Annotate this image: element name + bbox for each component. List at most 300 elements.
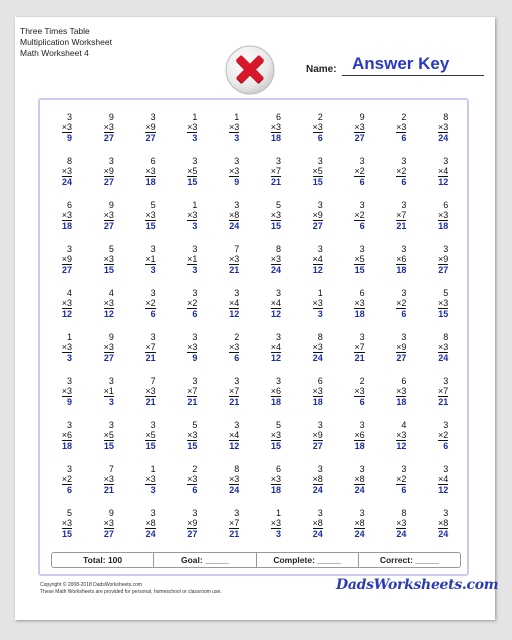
- problem-top: 3: [108, 376, 114, 386]
- problem-answer: 18: [271, 397, 282, 407]
- problem-multiplier: ×4: [270, 298, 282, 308]
- problem: [380, 376, 422, 420]
- problem-answer: 18: [145, 177, 156, 187]
- problem: [46, 112, 88, 156]
- problem-stack: [145, 508, 155, 540]
- problem-stack: [104, 288, 114, 320]
- problem: [339, 112, 381, 156]
- problem-stack: [313, 464, 323, 496]
- problem-top: 9: [108, 200, 114, 210]
- problem: [422, 464, 464, 508]
- problem-stack: [438, 420, 448, 452]
- problem-stack: [354, 156, 364, 188]
- problem-stack: [187, 288, 197, 320]
- problem-answer: 9: [67, 133, 73, 143]
- problem-answer: 21: [354, 353, 365, 363]
- problem-answer: 12: [271, 309, 282, 319]
- problem-top: 3: [443, 464, 449, 474]
- problem-top: 3: [443, 376, 449, 386]
- problem-stack: [438, 376, 448, 408]
- problem-top: 3: [150, 420, 156, 430]
- problem-answer: 24: [229, 221, 240, 231]
- problem-stack: [229, 156, 239, 188]
- problem: [46, 376, 88, 420]
- problem-stack: [104, 376, 114, 408]
- problem-multiplier: ×3: [312, 342, 323, 352]
- problem: [88, 508, 130, 552]
- problem: [422, 288, 464, 332]
- problem: [213, 464, 255, 508]
- problem-stack: [145, 112, 155, 144]
- problem-top: 3: [234, 376, 240, 386]
- problem-top: 3: [108, 420, 114, 430]
- title-line-2: Multiplication Worksheet: [20, 37, 112, 47]
- problem-answer: 12: [229, 309, 240, 319]
- problem-answer: 21: [145, 353, 156, 363]
- problem-multiplier: ×3: [228, 166, 240, 176]
- problem-multiplier: ×3: [103, 298, 114, 308]
- problem-stack: [271, 376, 281, 408]
- problem-top: 3: [67, 464, 73, 474]
- problem-top: 2: [234, 332, 240, 342]
- problem-multiplier: ×3: [396, 430, 407, 440]
- problem: [422, 200, 464, 244]
- problem-stack: [438, 112, 448, 144]
- problem-top: 3: [359, 420, 365, 430]
- problem-stack: [62, 420, 72, 452]
- problem-answer: 12: [103, 309, 114, 319]
- problem-top: 6: [443, 200, 449, 210]
- problem-top: 3: [276, 376, 282, 386]
- problem-answer: 21: [438, 397, 449, 407]
- problem-multiplier: ×2: [396, 166, 407, 176]
- problem-multiplier: ×7: [354, 342, 365, 352]
- problem-multiplier: ×3: [354, 386, 365, 396]
- total-count: Total: 100: [52, 553, 154, 567]
- problem-answer: 12: [312, 265, 323, 275]
- problem-stack: [229, 112, 239, 144]
- problem-multiplier: ×3: [270, 518, 282, 528]
- problem-multiplier: ×9: [312, 430, 323, 440]
- problem: [380, 464, 422, 508]
- problem: [339, 200, 381, 244]
- problem-stack: [396, 156, 406, 188]
- problem-top: 6: [401, 376, 407, 386]
- problem-top: 4: [401, 420, 407, 430]
- problem-stack: [271, 508, 281, 540]
- problem: [88, 112, 130, 156]
- problem: [422, 332, 464, 376]
- problem: [130, 420, 172, 464]
- problem-top: 3: [67, 376, 73, 386]
- problem-top: 6: [276, 464, 282, 474]
- problem-multiplier: ×3: [437, 122, 449, 132]
- problem-answer: 6: [317, 133, 323, 143]
- problem-multiplier: ×3: [312, 298, 323, 308]
- problem-answer: 15: [354, 265, 365, 275]
- problem-multiplier: ×8: [228, 210, 240, 220]
- problem-stack: [145, 332, 155, 364]
- problem: [255, 508, 297, 552]
- problem-stack: [229, 200, 239, 232]
- problem-multiplier: ×3: [396, 122, 407, 132]
- problem: [339, 464, 381, 508]
- problem: [339, 420, 381, 464]
- problem: [88, 244, 130, 288]
- title-line-3: Math Worksheet 4: [20, 48, 89, 58]
- problem: [171, 156, 213, 200]
- problem-answer: 15: [145, 441, 156, 451]
- problem-answer: 21: [229, 265, 240, 275]
- problem: [130, 200, 172, 244]
- problem-answer: 6: [234, 353, 240, 363]
- problem-multiplier: ×3: [270, 254, 282, 264]
- problem: [339, 244, 381, 288]
- problem-multiplier: ×3: [270, 210, 282, 220]
- problem-multiplier: ×3: [437, 298, 449, 308]
- problem: [213, 112, 255, 156]
- name-underline: [342, 75, 484, 76]
- problem-multiplier: ×2: [396, 298, 407, 308]
- problem-stack: [145, 420, 155, 452]
- problem-answer: 3: [317, 309, 323, 319]
- problem-top: 3: [192, 244, 198, 254]
- problem-multiplier: ×2: [396, 474, 407, 484]
- problem-multiplier: ×3: [103, 342, 114, 352]
- goal-field: Goal: _____: [154, 553, 256, 567]
- problem-multiplier: ×3: [61, 122, 73, 132]
- problem-answer: 3: [192, 221, 198, 231]
- problem-stack: [229, 508, 239, 540]
- problem-stack: [354, 420, 364, 452]
- problem: [46, 200, 88, 244]
- problem-top: 3: [359, 244, 365, 254]
- problem-stack: [313, 376, 323, 408]
- problem-stack: [354, 376, 364, 408]
- problem-multiplier: ×7: [187, 386, 198, 396]
- problem-multiplier: ×3: [61, 166, 73, 176]
- problem-stack: [313, 508, 323, 540]
- problem-answer: 6: [192, 309, 198, 319]
- problem-answer: 21: [187, 397, 198, 407]
- problem-answer: 24: [438, 133, 449, 143]
- problem-multiplier: ×3: [228, 122, 240, 132]
- problem-multiplier: ×3: [437, 210, 449, 220]
- problem-top: 7: [234, 244, 240, 254]
- problem-stack: [187, 200, 197, 232]
- problem: [255, 244, 297, 288]
- problem-answer: 24: [145, 529, 156, 539]
- problem-multiplier: ×7: [270, 166, 282, 176]
- problem-multiplier: ×3: [61, 210, 73, 220]
- problem-answer: 18: [354, 309, 365, 319]
- problem-multiplier: ×8: [437, 518, 449, 528]
- problem-answer: 9: [192, 353, 198, 363]
- problem-top: 4: [108, 288, 114, 298]
- name-label: Name:: [306, 64, 337, 75]
- problem-stack: [396, 200, 406, 232]
- problem-stack: [187, 156, 197, 188]
- problem-stack: [187, 332, 197, 364]
- problem: [88, 200, 130, 244]
- problem: [213, 244, 255, 288]
- problem-stack: [396, 244, 406, 276]
- problem-multiplier: ×3: [354, 122, 365, 132]
- problem-answer: 21: [103, 485, 114, 495]
- problem-stack: [145, 200, 155, 232]
- problem-answer: 24: [312, 353, 323, 363]
- problem-answer: 18: [62, 441, 73, 451]
- problem-top: 3: [67, 244, 73, 254]
- problem: [297, 200, 339, 244]
- problem-multiplier: ×8: [312, 474, 323, 484]
- problem-answer: 3: [150, 265, 156, 275]
- problem-answer: 6: [401, 485, 407, 495]
- problem-top: 2: [317, 112, 323, 122]
- problem-stack: [145, 244, 155, 276]
- problem-top: 5: [150, 200, 156, 210]
- problem-stack: [396, 112, 406, 144]
- problem-stack: [62, 156, 72, 188]
- problem-multiplier: ×9: [103, 166, 114, 176]
- problem-stack: [396, 376, 406, 408]
- problem-multiplier: ×3: [312, 386, 323, 396]
- problem-multiplier: ×5: [187, 166, 198, 176]
- problem-answer: 3: [234, 133, 240, 143]
- problem-answer: 24: [396, 529, 407, 539]
- problem-multiplier: ×7: [228, 518, 240, 528]
- problem-stack: [187, 376, 197, 408]
- problem-top: 3: [276, 332, 282, 342]
- problem-multiplier: ×2: [61, 474, 73, 484]
- problem-stack: [62, 332, 72, 364]
- problem-top: 3: [359, 156, 365, 166]
- problem: [422, 112, 464, 156]
- problem-multiplier: ×3: [61, 298, 73, 308]
- problem-multiplier: ×6: [61, 430, 73, 440]
- problem-row: [46, 420, 464, 464]
- problem-answer: 18: [312, 397, 323, 407]
- problem: [171, 332, 213, 376]
- problem-answer: 21: [229, 529, 240, 539]
- problem-answer: 27: [145, 133, 156, 143]
- problem: [255, 464, 297, 508]
- problem-multiplier: ×5: [312, 166, 323, 176]
- problem-stack: [271, 156, 281, 188]
- problem: [171, 288, 213, 332]
- problem-stack: [354, 332, 364, 364]
- problem-top: 8: [443, 332, 449, 342]
- problem-multiplier: ×3: [103, 122, 114, 132]
- problem-multiplier: ×1: [103, 386, 114, 396]
- problem: [213, 288, 255, 332]
- problem-top: 3: [359, 508, 365, 518]
- problem-top: 3: [234, 156, 240, 166]
- problem-top: 3: [192, 332, 198, 342]
- problem-multiplier: ×6: [396, 254, 407, 264]
- problem: [380, 508, 422, 552]
- problem: [297, 464, 339, 508]
- problem-answer: 24: [354, 485, 365, 495]
- problem-multiplier: ×3: [145, 474, 156, 484]
- problem-answer: 15: [271, 441, 282, 451]
- name-field: [306, 54, 486, 78]
- problem: [255, 420, 297, 464]
- problem-multiplier: ×9: [61, 254, 73, 264]
- problem: [130, 244, 172, 288]
- score-bar: [51, 552, 461, 568]
- problem: [171, 112, 213, 156]
- problem-top: 8: [276, 244, 282, 254]
- problem-stack: [62, 288, 72, 320]
- problem: [171, 464, 213, 508]
- problem: [422, 244, 464, 288]
- problem-top: 3: [192, 376, 198, 386]
- problem-stack: [229, 420, 239, 452]
- problem-top: 3: [234, 508, 240, 518]
- problem-answer: 12: [229, 441, 240, 451]
- problem-stack: [104, 156, 114, 188]
- problem-answer: 24: [438, 529, 449, 539]
- problem-stack: [62, 112, 72, 144]
- problem-stack: [104, 112, 114, 144]
- problem-answer: 12: [271, 353, 282, 363]
- dadsworksheets-logo: DadsWorksheets.com: [336, 577, 499, 593]
- problem: [171, 508, 213, 552]
- problem-top: 3: [192, 288, 198, 298]
- problem-top: 3: [317, 420, 323, 430]
- problem-stack: [271, 244, 281, 276]
- problem-stack: [354, 112, 364, 144]
- problem-row: [46, 200, 464, 244]
- problem: [171, 244, 213, 288]
- problem-top: 1: [276, 508, 282, 518]
- problem-multiplier: ×8: [312, 518, 323, 528]
- problem-top: 6: [359, 288, 365, 298]
- problem-stack: [438, 332, 448, 364]
- problem-answer: 18: [354, 441, 365, 451]
- problem-top: 3: [359, 200, 365, 210]
- problem-top: 3: [317, 508, 323, 518]
- problem-stack: [104, 464, 114, 496]
- problem-stack: [313, 420, 323, 452]
- problem-top: 1: [67, 332, 73, 342]
- problem-answer: 9: [234, 177, 240, 187]
- problem-top: 3: [150, 508, 156, 518]
- problem: [339, 332, 381, 376]
- problem-multiplier: ×3: [228, 342, 240, 352]
- problem-answer: 18: [396, 397, 407, 407]
- problem-answer: 24: [62, 177, 73, 187]
- problem-row: [46, 112, 464, 156]
- problem-multiplier: ×3: [396, 386, 407, 396]
- problem: [46, 464, 88, 508]
- problem: [130, 156, 172, 200]
- problem-top: 3: [401, 200, 407, 210]
- problem-row: [46, 288, 464, 332]
- problem-answer: 15: [103, 265, 114, 275]
- problem-top: 3: [276, 288, 282, 298]
- problem-top: 8: [401, 508, 407, 518]
- problem-top: 1: [234, 112, 240, 122]
- problem-multiplier: ×3: [187, 342, 198, 352]
- problem-stack: [396, 288, 406, 320]
- problem-top: 6: [150, 156, 156, 166]
- problem: [88, 420, 130, 464]
- problem-multiplier: ×7: [145, 342, 156, 352]
- problem-multiplier: ×7: [396, 210, 407, 220]
- problem-answer: 21: [145, 397, 156, 407]
- problem: [339, 156, 381, 200]
- problem: [339, 288, 381, 332]
- problem-answer: 27: [103, 133, 114, 143]
- problem-multiplier: ×5: [354, 254, 365, 264]
- problem: [130, 332, 172, 376]
- problem-answer: 15: [187, 441, 198, 451]
- problem-answer: 27: [438, 265, 449, 275]
- problem-top: 3: [443, 420, 449, 430]
- problem-answer: 27: [354, 133, 365, 143]
- problem: [422, 156, 464, 200]
- problem-stack: [229, 376, 239, 408]
- problem-answer: 3: [108, 397, 114, 407]
- problem: [339, 508, 381, 552]
- problem-top: 3: [401, 156, 407, 166]
- problem-multiplier: ×9: [312, 210, 323, 220]
- problem-top: 3: [150, 332, 156, 342]
- problem-multiplier: ×3: [396, 518, 407, 528]
- problem: [255, 288, 297, 332]
- problem-answer: 3: [276, 529, 282, 539]
- copyright-notice: [40, 582, 222, 596]
- problem-multiplier: ×4: [228, 430, 240, 440]
- problem-top: 1: [192, 200, 198, 210]
- problem-top: 3: [359, 464, 365, 474]
- problem-top: 3: [443, 244, 449, 254]
- problem: [171, 376, 213, 420]
- problem-stack: [62, 376, 72, 408]
- problem-multiplier: ×8: [145, 518, 156, 528]
- problem-answer: 24: [438, 353, 449, 363]
- problem-multiplier: ×4: [437, 474, 449, 484]
- problem-top: 4: [67, 288, 73, 298]
- problem-answer: 15: [271, 221, 282, 231]
- problem-top: 2: [192, 464, 198, 474]
- problem-answer: 27: [103, 177, 114, 187]
- problem: [380, 288, 422, 332]
- problem-multiplier: ×3: [145, 166, 156, 176]
- problem-stack: [438, 200, 448, 232]
- problem-top: 3: [234, 200, 240, 210]
- problem-multiplier: ×4: [437, 166, 449, 176]
- problem-row: [46, 156, 464, 200]
- problem-answer: 24: [312, 485, 323, 495]
- problem-answer: 24: [229, 485, 240, 495]
- problem-answer: 15: [145, 221, 156, 231]
- problem: [255, 156, 297, 200]
- problem-answer: 6: [359, 397, 365, 407]
- problem: [46, 420, 88, 464]
- problem-answer: 6: [192, 485, 198, 495]
- problem-stack: [187, 420, 197, 452]
- problem-answer: 24: [354, 529, 365, 539]
- problem-stack: [104, 508, 114, 540]
- problem: [88, 156, 130, 200]
- problem-top: 2: [401, 112, 407, 122]
- problem-answer: 27: [103, 529, 114, 539]
- problem: [46, 244, 88, 288]
- problem-stack: [354, 464, 364, 496]
